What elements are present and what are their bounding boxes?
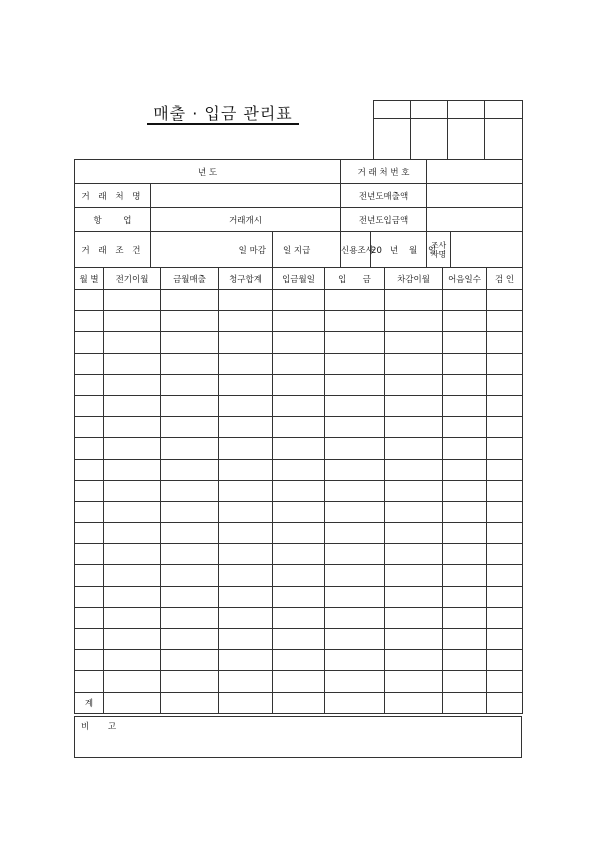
ledger-cell[interactable] <box>385 438 443 459</box>
ledger-cell[interactable] <box>161 523 219 544</box>
ledger-cell[interactable] <box>273 671 325 692</box>
ledger-table <box>74 267 523 714</box>
ledger-month-cell[interactable] <box>75 332 104 353</box>
ledger-cell[interactable] <box>104 586 161 607</box>
ledger-cell[interactable] <box>161 395 219 416</box>
ledger-cell[interactable] <box>325 459 385 480</box>
prev-sales-label: 전년도매출액 <box>341 184 427 208</box>
ledger-cell[interactable] <box>104 607 161 628</box>
ledger-cell[interactable] <box>104 565 161 586</box>
remarks-box <box>74 716 522 758</box>
ledger-month-cell[interactable] <box>75 650 104 671</box>
ledger-cell[interactable] <box>161 374 219 395</box>
ledger-cell[interactable] <box>104 417 161 438</box>
ledger-cell[interactable] <box>219 671 273 692</box>
ledger-cell[interactable] <box>161 544 219 565</box>
ledger-cell[interactable] <box>219 311 273 332</box>
ledger-cell[interactable] <box>443 459 487 480</box>
page-title: 매출 · 입금 관리표 <box>153 104 293 123</box>
ledger-cell[interactable] <box>487 671 523 692</box>
ledger-col-header: 어음일수 <box>443 268 487 290</box>
ledger-cell[interactable] <box>219 650 273 671</box>
ledger-cell[interactable] <box>385 586 443 607</box>
ledger-cell[interactable] <box>487 290 523 311</box>
ledger-cell[interactable] <box>325 501 385 522</box>
ledger-cell[interactable] <box>161 459 219 480</box>
ledger-cell[interactable] <box>487 459 523 480</box>
ledger-month-cell[interactable] <box>75 417 104 438</box>
approval-sign-cell[interactable] <box>448 119 485 160</box>
ledger-cell[interactable] <box>273 374 325 395</box>
ledger-cell[interactable] <box>385 671 443 692</box>
ledger-cell[interactable] <box>385 332 443 353</box>
ledger-total-row <box>75 692 523 713</box>
ledger-cell[interactable] <box>161 565 219 586</box>
ledger-cell[interactable] <box>385 374 443 395</box>
ledger-month-cell[interactable] <box>75 586 104 607</box>
ledger-row <box>75 565 523 586</box>
ledger-cell[interactable] <box>385 459 443 480</box>
ledger-cell[interactable] <box>385 290 443 311</box>
ledger-cell[interactable] <box>273 459 325 480</box>
ledger-cell[interactable] <box>161 438 219 459</box>
ledger-cell[interactable] <box>273 332 325 353</box>
ledger-cell[interactable] <box>219 565 273 586</box>
ledger-row <box>75 290 523 311</box>
ledger-cell[interactable] <box>273 586 325 607</box>
ledger-cell[interactable] <box>385 501 443 522</box>
total-label: 계 <box>75 692 104 713</box>
ledger-cell[interactable] <box>487 395 523 416</box>
ledger-cell[interactable] <box>325 523 385 544</box>
close-day-label: 일 마감 <box>151 232 273 268</box>
ledger-row <box>75 417 523 438</box>
ledger-cell[interactable] <box>443 395 487 416</box>
ledger-cell[interactable] <box>325 290 385 311</box>
ledger-cell[interactable] <box>325 438 385 459</box>
ledger-cell[interactable] <box>443 501 487 522</box>
ledger-cell[interactable] <box>104 438 161 459</box>
ledger-cell[interactable] <box>443 629 487 650</box>
ledger-row <box>75 438 523 459</box>
ledger-cell[interactable] <box>161 353 219 374</box>
ledger-body <box>75 290 523 693</box>
ledger-cell[interactable] <box>325 480 385 501</box>
ledger-month-cell[interactable] <box>75 629 104 650</box>
ledger-cell[interactable] <box>443 374 487 395</box>
ledger-cell[interactable] <box>487 607 523 628</box>
ledger-cell[interactable] <box>104 290 161 311</box>
client-name-label: 거 래 처 명 <box>75 184 151 208</box>
ledger-month-cell[interactable] <box>75 671 104 692</box>
ledger-cell[interactable] <box>325 332 385 353</box>
ledger-cell[interactable] <box>273 290 325 311</box>
ledger-month-cell[interactable] <box>75 501 104 522</box>
ledger-cell[interactable] <box>325 395 385 416</box>
ledger-cell[interactable] <box>385 544 443 565</box>
ledger-cell[interactable] <box>104 332 161 353</box>
ledger-cell[interactable] <box>219 353 273 374</box>
credit-check-label: 신용조사 <box>341 232 371 268</box>
ledger-col-header: 입 금 <box>325 268 385 290</box>
ledger-cell[interactable] <box>325 544 385 565</box>
ledger-cell[interactable] <box>325 374 385 395</box>
ledger-cell[interactable] <box>161 629 219 650</box>
total-cell[interactable] <box>385 692 443 713</box>
ledger-cell[interactable] <box>487 480 523 501</box>
title-underline <box>147 123 299 125</box>
ledger-cell[interactable] <box>219 417 273 438</box>
ledger-cell[interactable] <box>161 650 219 671</box>
client-name-field[interactable] <box>151 184 341 208</box>
client-no-field[interactable] <box>427 160 523 184</box>
ledger-row <box>75 395 523 416</box>
total-cell[interactable] <box>325 692 385 713</box>
ledger-month-cell[interactable] <box>75 374 104 395</box>
survey-label: 조사 자명 <box>427 232 451 268</box>
ledger-cell[interactable] <box>219 459 273 480</box>
credit-date-label: 20 년 월 일 <box>371 232 427 268</box>
ledger-cell[interactable] <box>104 650 161 671</box>
ledger-cell[interactable] <box>325 629 385 650</box>
ledger-cell[interactable] <box>219 395 273 416</box>
ledger-cell[interactable] <box>487 417 523 438</box>
ledger-row <box>75 544 523 565</box>
ledger-cell[interactable] <box>161 480 219 501</box>
ledger-cell[interactable] <box>104 629 161 650</box>
ledger-cell[interactable] <box>443 311 487 332</box>
ledger-cell[interactable] <box>161 311 219 332</box>
ledger-month-cell[interactable] <box>75 353 104 374</box>
ledger-row <box>75 480 523 501</box>
ledger-cell[interactable] <box>273 480 325 501</box>
ledger-col-header: 입금월일 <box>273 268 325 290</box>
ledger-cell[interactable] <box>325 671 385 692</box>
ledger-cell[interactable] <box>443 417 487 438</box>
trade-label: 항 업 <box>75 208 151 232</box>
ledger-cell[interactable] <box>273 607 325 628</box>
ledger-cell[interactable] <box>161 501 219 522</box>
ledger-cell[interactable] <box>273 629 325 650</box>
surveyor-field[interactable] <box>451 232 523 268</box>
prev-deposit-label: 전년도입금액 <box>341 208 427 232</box>
ledger-cell[interactable] <box>385 395 443 416</box>
ledger-cell[interactable] <box>104 374 161 395</box>
ledger-cell[interactable] <box>273 565 325 586</box>
total-cell[interactable] <box>443 692 487 713</box>
ledger-cell[interactable] <box>487 501 523 522</box>
year-label: 년 도 <box>75 160 341 184</box>
ledger-month-cell[interactable] <box>75 544 104 565</box>
ledger-cell[interactable] <box>385 480 443 501</box>
ledger-cell[interactable] <box>273 650 325 671</box>
ledger-cell[interactable] <box>385 565 443 586</box>
ledger-cell[interactable] <box>219 480 273 501</box>
ledger-cell[interactable] <box>104 353 161 374</box>
ledger-cell[interactable] <box>385 353 443 374</box>
ledger-col-header: 월 별 <box>75 268 104 290</box>
ledger-cell[interactable] <box>487 650 523 671</box>
ledger-cell[interactable] <box>104 671 161 692</box>
ledger-month-cell[interactable] <box>75 523 104 544</box>
ledger-row <box>75 374 523 395</box>
ledger-row <box>75 459 523 480</box>
ledger-cell[interactable] <box>487 353 523 374</box>
ledger-col-header: 전기이월 <box>104 268 161 290</box>
ledger-col-header: 검 인 <box>487 268 523 290</box>
ledger-month-cell[interactable] <box>75 311 104 332</box>
ledger-row <box>75 311 523 332</box>
ledger-cell[interactable] <box>443 586 487 607</box>
ledger-cell[interactable] <box>443 607 487 628</box>
ledger-cell[interactable] <box>273 544 325 565</box>
ledger-cell[interactable] <box>443 480 487 501</box>
ledger-cell[interactable] <box>385 417 443 438</box>
total-cell[interactable] <box>104 692 161 713</box>
ledger-cell[interactable] <box>487 438 523 459</box>
ledger-cell[interactable] <box>161 417 219 438</box>
approval-grid <box>373 100 523 160</box>
ledger-cell[interactable] <box>219 629 273 650</box>
ledger-cell[interactable] <box>325 565 385 586</box>
ledger-month-cell[interactable] <box>75 565 104 586</box>
ledger-cell[interactable] <box>219 290 273 311</box>
ledger-cell[interactable] <box>273 353 325 374</box>
ledger-cell[interactable] <box>443 438 487 459</box>
ledger-cell[interactable] <box>487 311 523 332</box>
ledger-cell[interactable] <box>219 586 273 607</box>
ledger-cell[interactable] <box>219 374 273 395</box>
total-cell[interactable] <box>273 692 325 713</box>
ledger-cell[interactable] <box>219 607 273 628</box>
ledger-cell[interactable] <box>104 544 161 565</box>
ledger-cell[interactable] <box>104 480 161 501</box>
ledger-cell[interactable] <box>273 395 325 416</box>
ledger-cell[interactable] <box>443 671 487 692</box>
ledger-cell[interactable] <box>219 523 273 544</box>
ledger-month-cell[interactable] <box>75 607 104 628</box>
total-cell[interactable] <box>161 692 219 713</box>
pay-day-label: 일 지급 <box>273 232 341 268</box>
ledger-cell[interactable] <box>273 417 325 438</box>
approval-sign-cell[interactable] <box>374 119 411 160</box>
condition-label: 거 래 조 건 <box>75 232 151 268</box>
approval-header-cell <box>411 101 448 119</box>
ledger-cell[interactable] <box>325 417 385 438</box>
ledger-cell[interactable] <box>273 523 325 544</box>
ledger-month-cell[interactable] <box>75 480 104 501</box>
client-no-label: 거 래 처 번 호 <box>341 160 427 184</box>
ledger-cell[interactable] <box>385 629 443 650</box>
prev-sales-field[interactable] <box>427 184 523 208</box>
ledger-cell[interactable] <box>325 353 385 374</box>
ledger-month-cell[interactable] <box>75 438 104 459</box>
ledger-cell[interactable] <box>443 353 487 374</box>
ledger-cell[interactable] <box>443 650 487 671</box>
total-cell[interactable] <box>487 692 523 713</box>
ledger-cell[interactable] <box>487 565 523 586</box>
ledger-cell[interactable] <box>219 438 273 459</box>
ledger-cell[interactable] <box>219 501 273 522</box>
approval-header-cell <box>485 101 523 119</box>
ledger-cell[interactable] <box>104 501 161 522</box>
remarks-label[interactable]: 비 고 <box>75 717 522 758</box>
ledger-cell[interactable] <box>104 523 161 544</box>
ledger-row <box>75 586 523 607</box>
ledger-cell[interactable] <box>325 311 385 332</box>
ledger-row <box>75 607 523 628</box>
approval-header-cell <box>448 101 485 119</box>
prev-deposit-field[interactable] <box>427 208 523 232</box>
ledger-row <box>75 650 523 671</box>
client-info-form <box>74 159 523 268</box>
ledger-cell[interactable] <box>443 523 487 544</box>
trade-start-label: 거래개시 <box>151 208 341 232</box>
ledger-row <box>75 671 523 692</box>
ledger-cell[interactable] <box>325 586 385 607</box>
ledger-col-header: 청구합계 <box>219 268 273 290</box>
ledger-month-cell[interactable] <box>75 395 104 416</box>
ledger-month-cell[interactable] <box>75 290 104 311</box>
ledger-header-row <box>75 268 523 290</box>
ledger-cell[interactable] <box>161 332 219 353</box>
ledger-cell[interactable] <box>325 650 385 671</box>
ledger-cell[interactable] <box>443 544 487 565</box>
ledger-cell[interactable] <box>161 607 219 628</box>
approval-header-cell <box>374 101 411 119</box>
ledger-col-header: 금월매출 <box>161 268 219 290</box>
ledger-cell[interactable] <box>104 395 161 416</box>
ledger-cell[interactable] <box>104 459 161 480</box>
ledger-col-header: 차감이월 <box>385 268 443 290</box>
ledger-cell[interactable] <box>219 544 273 565</box>
ledger-cell[interactable] <box>385 523 443 544</box>
ledger-cell[interactable] <box>273 501 325 522</box>
ledger-row <box>75 353 523 374</box>
ledger-cell[interactable] <box>161 671 219 692</box>
approval-sign-cell[interactable] <box>485 119 523 160</box>
approval-sign-cell[interactable] <box>411 119 448 160</box>
ledger-row <box>75 629 523 650</box>
ledger-cell[interactable] <box>487 332 523 353</box>
ledger-cell[interactable] <box>385 650 443 671</box>
ledger-cell[interactable] <box>487 544 523 565</box>
ledger-cell[interactable] <box>385 311 443 332</box>
ledger-cell[interactable] <box>273 438 325 459</box>
ledger-cell[interactable] <box>443 332 487 353</box>
ledger-cell[interactable] <box>487 586 523 607</box>
ledger-month-cell[interactable] <box>75 459 104 480</box>
ledger-cell[interactable] <box>161 586 219 607</box>
ledger-cell[interactable] <box>385 607 443 628</box>
ledger-cell[interactable] <box>219 332 273 353</box>
total-cell[interactable] <box>219 692 273 713</box>
ledger-cell[interactable] <box>325 607 385 628</box>
ledger-cell[interactable] <box>104 311 161 332</box>
ledger-cell[interactable] <box>487 629 523 650</box>
ledger-row <box>75 501 523 522</box>
ledger-cell[interactable] <box>487 523 523 544</box>
ledger-cell[interactable] <box>443 290 487 311</box>
ledger-cell[interactable] <box>443 565 487 586</box>
ledger-cell[interactable] <box>487 374 523 395</box>
ledger-row <box>75 523 523 544</box>
ledger-row <box>75 332 523 353</box>
ledger-cell[interactable] <box>273 311 325 332</box>
ledger-cell[interactable] <box>161 290 219 311</box>
